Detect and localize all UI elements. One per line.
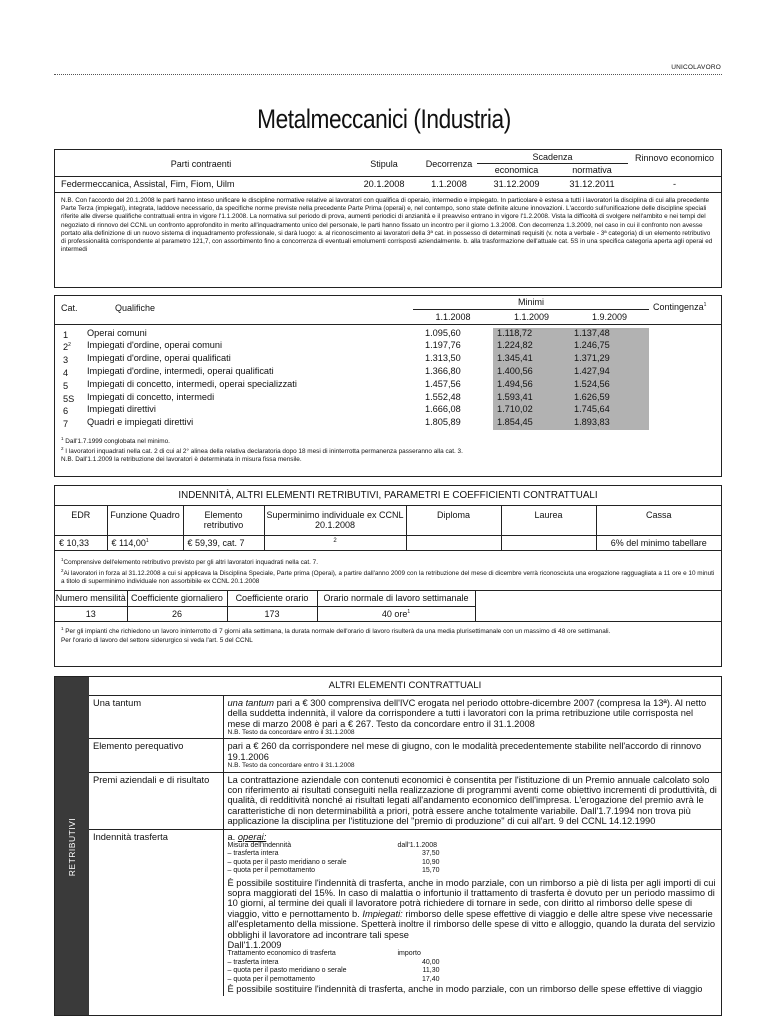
minimi-row [55, 328, 721, 341]
date-3: 1.9.2009 [591, 311, 628, 322]
qualifica: Impiegati direttivi [87, 404, 156, 415]
premi-text: La contrattazione aziendale con contenuti economici è consentita per l'istituzione di un Premio annuale calcolato solo con riferimento ai risultati conseguiti nella realizzazione di programmi aventi come obiettivo incrementi di produttività, di qualità, di redditività nonché ai risultati legati all'andamento economico dell'impresa. L'erogazione del premio avrà le caratteristiche di non determinabilità a priori, potrà essere anche totalmente variabile. Dall'1.7.1994 non trova più applicazione la disciplina per l'istituzione del "premio di produzione" di cui all'art. 9 del CCNL 14.12.1990 [223, 772, 721, 829]
qualifica: Impiegati di concetto, intermedi, operai specializzati [87, 378, 297, 389]
v-orario: 40 ore [381, 608, 408, 619]
op-label: a. [227, 831, 236, 842]
v-elemento: € 59,39, cat. 7 [183, 535, 264, 551]
minimo-sep-2009: 1.371,29 [570, 353, 649, 366]
h-coeff-g: Coefficiente giornaliero [127, 591, 227, 606]
h-diploma: Diploma [406, 506, 501, 536]
minimo-2009: 1.854,45 [493, 417, 570, 430]
perequativo-nb: N.B. Testo da concordare entro il 31.1.2008 [227, 762, 355, 770]
una-tantum-body: pari a € 300 comprensiva dell'IVC erogata nel periodo ottobre-dicembre 2007 (compresa la 13ª). Al netto della suddetta indennità, il valore da corrispondere a tutti i lavoratori con la prima retribuzione utile corrisposta nel mese di marzo 2008 è pari a € 267. Testo da concordare entro il 31.1.2008 [227, 697, 707, 729]
parametri-table [55, 591, 721, 622]
minimo-2008: 1.552,48 [425, 391, 461, 402]
minimi-row [55, 404, 721, 417]
minimi-row [55, 366, 721, 379]
contract-note: N.B. Con l'accordo del 20.1.2008 le parti hanno inteso unificare le discipline normative relative ai lavoratori con qualifica di operaio, intermedio e impiegato. In particolare è estesa a tutti i lavoratori la disciplina di cui alla precedente Parte Terza (impiegati), integrata, laddove necessario, da specifiche norme previste nella precedente Parte Prima (operai) e, nel contempo, sono state definite alcune innovazioni. L'accordo sull'unificazione delle discipline speciali riferite alle diverse qualifiche contrattuali entra in vigore l'1.1.2008. La normativa sul periodo di prova, aumenti periodici di anzianità e il preavviso entrano in vigore l'1.2.2008. Vista la difficoltà di svolgere nell'ambito e nei tempi del negoziato di rinnovo del CCNL un confronto approfondito in merito all'inquadramento unico del personale, le parti hanno fissato un incontro per il giorno 1.3.2008. Con decorrenza 1.3.2009, nel caso in cui il confronto non avesse portato alla definizione di un nuovo sistema di inquadramento professionale, si darà luogo: a. al riconoscimento ai lavoratori della 3ª cat. in possesso di determinati requisiti (v. nota a verbale - 3ª categoria) di un elemento retributivo di professionalità corrispondente al parametro 121,7, con assorbimento fino a concorrenza di eventuali emolumenti corrisposti aziendalmente. b. alla trasformazione dell'attuale cat. 5S in una specifica categoria aperta agli operai ed intermedi [55, 192, 721, 256]
col-minimi: Minimi [413, 296, 649, 309]
note-sup: 2 [61, 446, 64, 452]
note-text: Per l'orario di lavoro del settore siderurgico si veda l'art. 5 del CCNL [61, 636, 253, 644]
t1-row-l: – quota per il pernottamento [227, 867, 316, 875]
una-tantum-em: una tantum [227, 697, 275, 708]
minimo-sep-2009: 1.745,64 [570, 404, 649, 417]
h-funzione: Funzione Quadro [107, 506, 183, 536]
qualifica: Impiegati di concetto, intermedi [87, 391, 215, 402]
t2-row-l: – trasferta intera [227, 958, 279, 966]
minimo-2009: 1.118,72 [493, 328, 570, 341]
h-superminimo: Superminimo individuale ex CCNL 20.1.2008 [264, 506, 406, 536]
t1-row-l: – quota per il pasto meridiano o serale [227, 858, 347, 866]
cat-value: 4 [63, 368, 69, 379]
t1-row-l: – trasferta intera [227, 850, 279, 858]
minimo-sep-2009: 1.893,83 [570, 417, 649, 430]
minimi-note-3: N.B. Dall'1.1.2009 la retribuzione dei lavoratori è determinata in misura fissa mensile. [61, 456, 302, 464]
minimo-2009: 1.710,02 [493, 404, 570, 417]
note-sup: 1 [61, 626, 64, 632]
note-text: Per gli impianti che richiedono un lavoro ininterrotto di 7 giorni alla settimana, la durata normale dell'orario di lavoro risulterà da una media plurisettimanale con un massimo di 48 ore settimanali. [65, 628, 611, 636]
t2-head-r: importo [397, 950, 421, 958]
minimo-2009: 1.400,56 [493, 366, 570, 379]
col-stipula: Stipula [347, 150, 421, 177]
perequativo-text: pari a € 260 da corrispondere nel mese di giugno, con le modalità precedentemente stabilite nell'accordo di rinnovo 19.1.2006 [227, 741, 702, 762]
una-tantum-label: Una tantum [89, 695, 223, 739]
note-sup: 2 [61, 567, 64, 573]
stipula-value: 20.1.2008 [363, 179, 405, 190]
indennita-title: INDENNITÀ, ALTRI ELEMENTI RETRIBUTIVI, PARAMETRI E COEFFICIENTI CONTRATTUALI [55, 486, 721, 506]
v-funzione: € 114,00 [111, 537, 146, 548]
minimo-2008: 1.366,80 [425, 366, 461, 377]
col-qualifiche: Qualifiche [115, 303, 156, 313]
minimi-row [55, 379, 721, 392]
col-contingenza-label: Contingenza [653, 302, 704, 312]
minimo-2009: 1.494,56 [493, 379, 570, 392]
economica-value: 31.12.2009 [493, 179, 540, 190]
cat-value: 3 [63, 355, 69, 366]
decorrenza-value: 1.1.2008 [431, 179, 467, 190]
note-text: Comprensive dell'elemento retributivo previsto per gli altri lavoratori inquadrati nella cat. 7. [63, 559, 318, 567]
minimi-row [55, 392, 721, 405]
cat-value: 6 [63, 406, 69, 417]
trasferta-body [228, 878, 718, 940]
minimi-row [55, 340, 721, 353]
v-coeff-g: 26 [127, 606, 227, 622]
date-1: 1.1.2008 [435, 311, 471, 322]
cat-value: 5S [63, 393, 75, 404]
op-em: operai: [237, 831, 267, 842]
minimo-2008: 1.197,76 [425, 340, 461, 351]
minimo-2008: 1.313,50 [425, 353, 461, 364]
col-cat: Cat. [61, 303, 78, 313]
qualifica: Impiegati d'ordine, operai comuni [87, 340, 223, 351]
premi-label: Premi aziendali e di risultato [89, 772, 223, 829]
minimo-sep-2009: 1.246,75 [570, 340, 649, 353]
minimo-sep-2009: 1.427,94 [570, 366, 649, 379]
indennita-table [55, 506, 721, 552]
t1-head-r: dall'1.1.2008 [397, 841, 437, 849]
rinnovo-value: - [672, 179, 677, 190]
imp-em: Impiegati: [362, 908, 403, 919]
header-dotted-rule [54, 74, 722, 75]
minimi-box [54, 295, 722, 477]
side-label: RETRIBUTIVI [66, 817, 77, 877]
t2-row-l: – quota per il pernottamento [227, 975, 316, 983]
t2-row-r: 17,40 [421, 975, 440, 983]
cat-value: 1 [63, 329, 69, 340]
altri-table [89, 677, 721, 996]
contract-box [54, 149, 722, 288]
indennita-notes-a [55, 551, 721, 591]
una-tantum-text [228, 698, 718, 729]
qualifica: Impiegati d'ordine, intermedi, operai qualificati [87, 366, 274, 377]
t2-row-l: – quota per il pasto meridiano o serale [227, 967, 347, 975]
note-sup: 1 [61, 435, 64, 441]
v-superminimo: 2 [264, 535, 406, 551]
note-sup: 1 [61, 557, 64, 563]
cat-value: 2 [63, 342, 69, 353]
minimo-2009: 1.224,82 [493, 340, 570, 353]
parti-value: Federmeccanica, Assistal, Fim, Fiom, Uilm [61, 179, 235, 190]
trasferta-text-3: È possibile sostituire l'indennità di trasferta, anche in modo parziale, con un rimborso delle spese effettive di viaggio [227, 983, 703, 994]
perequativo-label: Elemento perequativo [89, 739, 223, 772]
h-edr: EDR [55, 506, 107, 536]
trasferta-text-1: È possibile sostituire l'indennità di trasferta, anche in modo parziale, con un rimborso a piè di lista per agli importi di cui sopra maggiorati del 15%. In caso di malattia o infortunio il trattamento di trasferta è dovuto per un periodo massimo di 10 giorni, al termine dei quali il lavoratore potrà richiedere di tornare in sede, con diritto al rimborso delle spese di viaggio, vitto e pernottamento b. [227, 877, 716, 919]
note-text: Dall'1.7.1999 conglobata nel minimo. [65, 437, 170, 445]
cat-value: 7 [63, 419, 69, 430]
indennita-notes-b [55, 622, 721, 649]
contract-table [55, 150, 721, 190]
altri-title: ALTRI ELEMENTI CONTRATTUALI [89, 677, 721, 695]
minimo-sep-2009: 1.524,56 [570, 379, 649, 392]
qualifica: Operai comuni [87, 327, 147, 338]
v-coeff-o: 173 [227, 606, 317, 622]
t2-row-r: 11,30 [422, 967, 440, 975]
h-elemento: Elemento retributivo [183, 506, 264, 536]
minimo-sep-2009: 1.137,48 [570, 328, 649, 341]
minimi-note-1 [61, 436, 715, 446]
h-orario: Orario normale di lavoro settimanale [317, 591, 475, 606]
qualifica: Impiegati d'ordine, operai qualificati [87, 353, 231, 364]
t2-row-r: 40,00 [421, 958, 440, 966]
minimo-2009: 1.593,41 [493, 392, 570, 405]
col-decorrenza: Decorrenza [421, 150, 477, 177]
minimi-note-2 [61, 446, 715, 456]
col-contingenza-sup: 1 [703, 302, 707, 308]
normativa-value: 31.12.2011 [569, 179, 615, 190]
altri-elementi-box [54, 676, 722, 1016]
date-2: 1.1.2009 [513, 311, 550, 322]
minimo-2009: 1.345,41 [493, 353, 570, 366]
note-text: I lavoratori inquadrati nella cat. 2 di cui al 2° alinea della relativa declaratoria dopo 18 mesi di ininterrotta permanenza passeranno alla cat. 3. [65, 448, 463, 456]
trasferta-label: Indennità trasferta [89, 829, 223, 996]
cat-value: 5 [63, 380, 69, 391]
minimo-2008: 1.666,08 [425, 404, 461, 415]
t1-row-r: 37,50 [421, 850, 440, 858]
h-numero: Numero mensilità [55, 591, 127, 606]
minimi-row [55, 353, 721, 366]
una-tantum-nb: N.B. Testo da concordare entro il 31.1.2008 [227, 728, 355, 736]
t2-head-l: Trattamento economico di trasferta [227, 950, 336, 958]
col-economica: economica [477, 163, 556, 177]
qualifica: Quadri e impiegati direttivi [87, 417, 194, 428]
t1-row-r: 15,70 [421, 867, 440, 875]
v-edr: € 10,33 [55, 535, 107, 551]
h-laurea: Laurea [501, 506, 596, 536]
indennita-box [54, 485, 722, 667]
minimi-notes [55, 430, 721, 467]
side-band [55, 677, 89, 1015]
t1-row-r: 10,90 [421, 858, 440, 866]
page-title: Metalmeccanici (Industria) [257, 104, 511, 134]
minimo-2008: 1.095,60 [425, 327, 461, 338]
col-rinnovo: Rinnovo economico [628, 150, 721, 177]
cat-sup: 2 [68, 342, 71, 349]
trasferta-text-2: rimborso delle spese effettive di viaggio e delle altre spese vive necessarie all'espletamento della missione. Spetterà inoltre il rimborso delle spese di vitto e alloggio, quando la durata del servizio obblighi il lavoratore ad incontrare tali spese [227, 908, 716, 940]
v-orario-sup: 1 [407, 608, 411, 615]
v-cassa: 6% del minimo tabellare [596, 535, 721, 551]
minimo-sep-2009: 1.626,59 [570, 392, 649, 405]
minimi-row [55, 417, 721, 430]
minimi-table [55, 296, 721, 430]
minimo-2008: 1.805,89 [425, 417, 461, 428]
h-coeff-o: Coefficiente orario [227, 591, 317, 606]
note-text: Ai lavoratori in forza al 31.12.2008 a cui si applicava la Disciplina Speciale, Parte prima (Operai), a partire dall'anno 2009 con la retribuzione del mese di dicembre verrà riconosciuta una erogazione ragguagliata a 11 ore e 10 minuti a titolo di superminimo individuale non assorbibile ex CCNL 20.1.2008 [61, 569, 715, 585]
v-numero: 13 [55, 606, 127, 622]
col-scadenza: Scadenza [477, 150, 628, 163]
col-contingenza [649, 296, 721, 325]
v-funzione-sup: 1 [145, 537, 149, 544]
dall-2009: Dall'1.1.2009 [227, 939, 282, 950]
t1-head-l: Misura dell'indennità [227, 841, 292, 849]
minimo-2008: 1.457,56 [425, 378, 461, 389]
col-normativa: normativa [556, 163, 628, 177]
h-cassa: Cassa [596, 506, 721, 536]
brand-label: UNICOLAVORO [671, 64, 721, 71]
col-parti: Parti contraenti [55, 150, 347, 177]
